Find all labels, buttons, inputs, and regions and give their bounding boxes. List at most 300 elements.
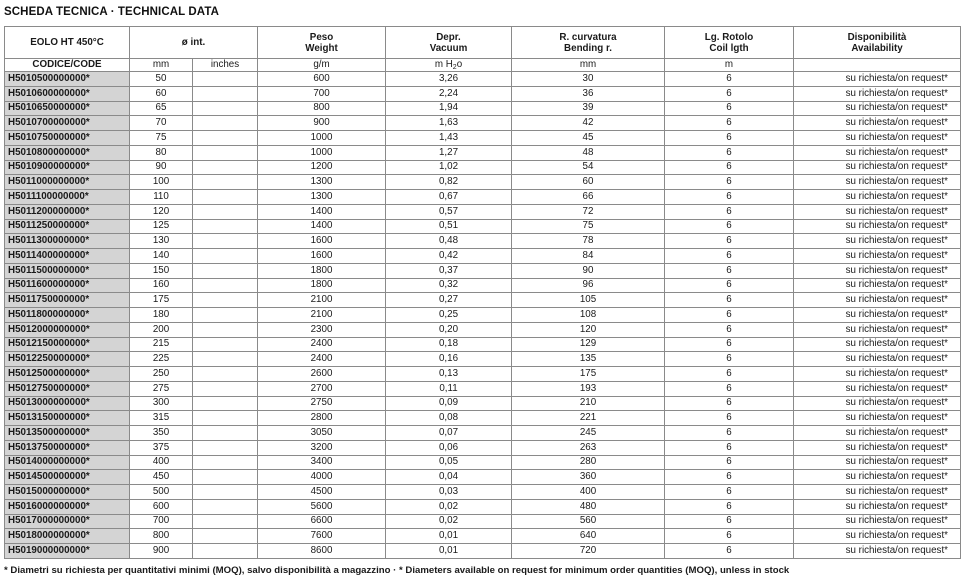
coil-length-cell: 6 [665,145,794,160]
diameter-mm-cell: 80 [130,145,193,160]
vacuum-unit [386,59,512,72]
coil-length-cell: 6 [665,514,794,529]
bending-radius-cell: 78 [512,234,665,249]
coil-length-cell: 6 [665,219,794,234]
availability-cell: su richiesta/on request* [794,190,961,205]
product-code-cell: H5019000000000* [5,544,130,559]
weight-cell: 5600 [258,499,386,514]
vacuum-cell: 0,04 [386,470,512,485]
product-code-cell: H5010750000000* [5,131,130,146]
table-row [5,485,961,500]
vacuum-header-it: Depr. [436,31,461,43]
weight-cell: 6600 [258,514,386,529]
coil-length-cell: 6 [665,131,794,146]
coil-length-cell: 6 [665,367,794,382]
availability-header-it: Disponibilità [847,31,907,43]
product-code-cell: H5010900000000* [5,160,130,175]
bending-radius-cell: 120 [512,322,665,337]
weight-cell: 1800 [258,263,386,278]
diameter-inches-cell [193,116,258,131]
vacuum-cell: 0,18 [386,337,512,352]
table-row [5,396,961,411]
product-code-cell: H5011750000000* [5,293,130,308]
diameter-inches-cell [193,86,258,101]
diameter-inches-cell [193,308,258,323]
diameter-mm-cell: 375 [130,440,193,455]
diameter-mm-cell: 250 [130,367,193,382]
vacuum-header [386,27,512,59]
weight-cell: 1400 [258,204,386,219]
bending-radius-cell: 84 [512,249,665,264]
bending-radius-cell: 193 [512,381,665,396]
diameter-mm-cell: 150 [130,263,193,278]
vacuum-cell: 0,01 [386,529,512,544]
bending-radius-cell: 39 [512,101,665,116]
vacuum-cell: 0,48 [386,234,512,249]
diameter-mm-cell: 50 [130,72,193,87]
diameter-inches-cell [193,101,258,116]
diameter-inches-cell [193,440,258,455]
diameter-header: ø int. [130,27,258,59]
product-code-cell: H5011600000000* [5,278,130,293]
diameter-inches-cell [193,381,258,396]
table-row [5,499,961,514]
weight-cell: 4000 [258,470,386,485]
vacuum-cell: 0,13 [386,367,512,382]
mm-unit: mm [130,59,193,72]
weight-unit: g/m [258,59,386,72]
product-code-cell: H5011250000000* [5,219,130,234]
diameter-inches-cell [193,219,258,234]
weight-cell: 1300 [258,190,386,205]
bending-radius-cell: 72 [512,204,665,219]
coil-length-cell: 6 [665,544,794,559]
coil-length-cell: 6 [665,381,794,396]
diameter-inches-cell [193,190,258,205]
table-row [5,175,961,190]
table-row [5,190,961,205]
table-row [5,337,961,352]
weight-cell: 1000 [258,145,386,160]
table-row [5,131,961,146]
weight-cell: 8600 [258,544,386,559]
availability-cell: su richiesta/on request* [794,263,961,278]
vacuum-cell: 0,27 [386,293,512,308]
coil-header-en: Coil lgth [709,42,749,54]
diameter-inches-cell [193,455,258,470]
diameter-inches-cell [193,145,258,160]
product-code-cell: H5011000000000* [5,175,130,190]
table-row [5,116,961,131]
bending-radius-header [512,27,665,59]
table-row [5,381,961,396]
vacuum-cell: 1,94 [386,101,512,116]
availability-cell: su richiesta/on request* [794,499,961,514]
bending-radius-cell: 221 [512,411,665,426]
table-row [5,249,961,264]
table-row [5,352,961,367]
bending-radius-cell: 360 [512,470,665,485]
availability-header-en: Availability [851,42,903,54]
product-code-cell: H5011800000000* [5,308,130,323]
product-code-cell: H5012000000000* [5,322,130,337]
availability-cell: su richiesta/on request* [794,322,961,337]
bending-radius-cell: 30 [512,72,665,87]
weight-cell: 2700 [258,381,386,396]
bending-radius-cell: 66 [512,190,665,205]
bending-header-en: Bending r. [564,42,612,54]
availability-cell: su richiesta/on request* [794,72,961,87]
weight-cell: 3200 [258,440,386,455]
weight-cell: 700 [258,86,386,101]
diameter-inches-cell [193,367,258,382]
coil-length-cell: 6 [665,485,794,500]
bending-radius-cell: 108 [512,308,665,323]
diameter-mm-cell: 110 [130,190,193,205]
bending-radius-cell: 135 [512,352,665,367]
inches-unit: inches [193,59,258,72]
diameter-mm-cell: 600 [130,499,193,514]
availability-cell: su richiesta/on request* [794,293,961,308]
table-row [5,263,961,278]
coil-length-cell: 6 [665,352,794,367]
diameter-mm-cell: 160 [130,278,193,293]
availability-cell: su richiesta/on request* [794,426,961,441]
coil-length-cell: 6 [665,337,794,352]
diameter-mm-cell: 65 [130,101,193,116]
availability-cell: su richiesta/on request* [794,514,961,529]
coil-length-cell: 6 [665,160,794,175]
vacuum-unit-sub: 2 [452,64,457,72]
coil-length-cell: 6 [665,411,794,426]
diameter-inches-cell [193,352,258,367]
product-code-cell: H5013000000000* [5,396,130,411]
coil-length-cell: 6 [665,499,794,514]
coil-length-cell: 6 [665,72,794,87]
diameter-mm-cell: 315 [130,411,193,426]
coil-length-cell: 6 [665,293,794,308]
table-row [5,160,961,175]
coil-length-cell: 6 [665,204,794,219]
coil-length-cell: 6 [665,396,794,411]
diameter-mm-cell: 350 [130,426,193,441]
diameter-mm-cell: 200 [130,322,193,337]
table-row [5,455,961,470]
diameter-inches-cell [193,249,258,264]
diameter-mm-cell: 400 [130,455,193,470]
availability-cell: su richiesta/on request* [794,175,961,190]
bending-radius-cell: 36 [512,86,665,101]
bending-radius-cell: 129 [512,337,665,352]
vacuum-cell: 0,05 [386,455,512,470]
coil-length-cell: 6 [665,308,794,323]
diameter-mm-cell: 140 [130,249,193,264]
diameter-inches-cell [193,293,258,308]
table-row [5,101,961,116]
diameter-inches-cell [193,470,258,485]
diameter-inches-cell [193,514,258,529]
product-code-cell: H5012150000000* [5,337,130,352]
product-code-cell: H5012500000000* [5,367,130,382]
diameter-mm-cell: 180 [130,308,193,323]
vacuum-cell: 0,02 [386,514,512,529]
weight-cell: 2600 [258,367,386,382]
product-code-cell: H5014000000000* [5,455,130,470]
coil-length-cell: 6 [665,101,794,116]
table-row [5,514,961,529]
table-row [5,440,961,455]
weight-cell: 2800 [258,411,386,426]
availability-cell: su richiesta/on request* [794,234,961,249]
availability-cell: su richiesta/on request* [794,249,961,264]
weight-cell: 1400 [258,219,386,234]
diameter-inches-cell [193,234,258,249]
diameter-mm-cell: 225 [130,352,193,367]
weight-header-en: Weight [305,42,338,54]
diameter-inches-cell [193,499,258,514]
weight-cell: 2300 [258,322,386,337]
diameter-mm-cell: 130 [130,234,193,249]
product-code-cell: H5015000000000* [5,485,130,500]
bending-header-it: R. curvatura [559,31,617,43]
bending-radius-cell: 263 [512,440,665,455]
code-column-header: CODICE/CODE [5,59,130,72]
product-code-cell: H5017000000000* [5,514,130,529]
table-row [5,293,961,308]
weight-cell: 1600 [258,249,386,264]
coil-length-cell: 6 [665,322,794,337]
diameter-mm-cell: 75 [130,131,193,146]
availability-cell: su richiesta/on request* [794,470,961,485]
diameter-inches-cell [193,426,258,441]
coil-length-cell: 6 [665,249,794,264]
weight-cell: 2750 [258,396,386,411]
coil-length-cell: 6 [665,529,794,544]
table-row [5,219,961,234]
product-code-cell: H5010500000000* [5,72,130,87]
availability-cell: su richiesta/on request* [794,440,961,455]
diameter-mm-cell: 800 [130,529,193,544]
vacuum-cell: 0,02 [386,499,512,514]
vacuum-cell: 0,57 [386,204,512,219]
availability-cell: su richiesta/on request* [794,86,961,101]
diameter-mm-cell: 120 [130,204,193,219]
availability-cell: su richiesta/on request* [794,411,961,426]
technical-data-table [4,26,961,559]
table-row [5,145,961,160]
product-code-cell: H5010700000000* [5,116,130,131]
coil-header-it: Lg. Rotolo [704,31,754,43]
availability-cell: su richiesta/on request* [794,308,961,323]
coil-length-cell: 6 [665,116,794,131]
coil-length-cell: 6 [665,86,794,101]
vacuum-header-en: Vacuum [429,42,468,54]
table-row [5,426,961,441]
product-code-cell: H5011100000000* [5,190,130,205]
weight-cell: 600 [258,72,386,87]
weight-header [258,27,386,59]
vacuum-unit-suffix: o [456,59,463,71]
availability-cell: su richiesta/on request* [794,544,961,559]
bending-radius-cell: 42 [512,116,665,131]
product-code-cell: H5010800000000* [5,145,130,160]
product-code-cell: H5011200000000* [5,204,130,219]
vacuum-cell: 0,09 [386,396,512,411]
vacuum-cell: 0,51 [386,219,512,234]
diameter-mm-cell: 175 [130,293,193,308]
product-code-cell: H5011500000000* [5,263,130,278]
coil-length-header [665,27,794,59]
vacuum-cell: 0,06 [386,440,512,455]
coil-length-cell: 6 [665,190,794,205]
weight-cell: 1800 [258,278,386,293]
diameter-mm-cell: 60 [130,86,193,101]
vacuum-cell: 0,20 [386,322,512,337]
units-row [5,59,961,72]
table-row [5,470,961,485]
weight-cell: 2400 [258,352,386,367]
vacuum-cell: 0,82 [386,175,512,190]
availability-cell: su richiesta/on request* [794,396,961,411]
product-code-cell: H5012750000000* [5,381,130,396]
product-code-cell: H5013750000000* [5,440,130,455]
coil-length-cell: 6 [665,455,794,470]
coil-length-cell: 6 [665,175,794,190]
table-row [5,411,961,426]
vacuum-cell: 0,42 [386,249,512,264]
product-code-cell: H5016000000000* [5,499,130,514]
table-row [5,308,961,323]
bending-radius-cell: 54 [512,160,665,175]
diameter-mm-cell: 100 [130,175,193,190]
coil-unit: m [665,59,794,72]
availability-cell: su richiesta/on request* [794,352,961,367]
weight-cell: 2400 [258,337,386,352]
diameter-mm-cell: 215 [130,337,193,352]
product-code-cell: H5014500000000* [5,470,130,485]
product-code-cell: H5012250000000* [5,352,130,367]
table-row [5,529,961,544]
coil-length-cell: 6 [665,263,794,278]
vacuum-cell: 0,03 [386,485,512,500]
diameter-mm-cell: 90 [130,160,193,175]
vacuum-unit-prefix: m H [434,59,453,71]
bending-radius-cell: 480 [512,499,665,514]
vacuum-cell: 1,63 [386,116,512,131]
vacuum-cell: 1,43 [386,131,512,146]
product-code-cell: H5010600000000* [5,86,130,101]
weight-cell: 900 [258,116,386,131]
diameter-mm-cell: 300 [130,396,193,411]
diameter-inches-cell [193,72,258,87]
coil-length-cell: 6 [665,440,794,455]
diameter-mm-cell: 450 [130,470,193,485]
availability-cell: su richiesta/on request* [794,160,961,175]
vacuum-cell: 3,26 [386,72,512,87]
diameter-inches-cell [193,175,258,190]
vacuum-cell: 0,07 [386,426,512,441]
availability-cell: su richiesta/on request* [794,278,961,293]
weight-cell: 3400 [258,455,386,470]
table-row [5,204,961,219]
diameter-mm-cell: 275 [130,381,193,396]
table-row [5,278,961,293]
vacuum-cell: 0,08 [386,411,512,426]
diameter-mm-cell: 900 [130,544,193,559]
bending-radius-cell: 105 [512,293,665,308]
weight-cell: 2100 [258,293,386,308]
diameter-mm-cell: 125 [130,219,193,234]
availability-header [794,27,961,59]
diameter-inches-cell [193,278,258,293]
bending-radius-cell: 60 [512,175,665,190]
diameter-inches-cell [193,544,258,559]
availability-cell: su richiesta/on request* [794,381,961,396]
product-code-cell: H5013150000000* [5,411,130,426]
weight-cell: 1200 [258,160,386,175]
bending-unit: mm [512,59,665,72]
diameter-inches-cell [193,322,258,337]
bending-radius-cell: 245 [512,426,665,441]
vacuum-cell: 2,24 [386,86,512,101]
availability-cell: su richiesta/on request* [794,131,961,146]
product-code-cell: H5018000000000* [5,529,130,544]
table-row [5,322,961,337]
diameter-mm-cell: 70 [130,116,193,131]
bending-radius-cell: 75 [512,219,665,234]
table-row [5,86,961,101]
product-code-cell: H5013500000000* [5,426,130,441]
coil-length-cell: 6 [665,426,794,441]
bending-radius-cell: 175 [512,367,665,382]
diameter-inches-cell [193,337,258,352]
coil-length-cell: 6 [665,470,794,485]
weight-cell: 4500 [258,485,386,500]
diameter-mm-cell: 700 [130,514,193,529]
availability-cell: su richiesta/on request* [794,485,961,500]
diameter-inches-cell [193,529,258,544]
diameter-inches-cell [193,485,258,500]
bending-radius-cell: 96 [512,278,665,293]
bending-radius-cell: 45 [512,131,665,146]
table-body [5,72,961,559]
vacuum-cell: 0,67 [386,190,512,205]
table-row [5,234,961,249]
bending-radius-cell: 560 [512,514,665,529]
vacuum-cell: 1,27 [386,145,512,160]
header-row [5,27,961,59]
bending-radius-cell: 48 [512,145,665,160]
weight-header-it: Peso [309,31,334,43]
weight-cell: 3050 [258,426,386,441]
diameter-mm-cell: 500 [130,485,193,500]
vacuum-cell: 0,25 [386,308,512,323]
weight-cell: 2100 [258,308,386,323]
weight-cell: 1600 [258,234,386,249]
availability-cell: su richiesta/on request* [794,219,961,234]
sheet-title: SCHEDA TECNICA · TECHNICAL DATA [4,6,219,18]
weight-cell: 1000 [258,131,386,146]
table-row [5,72,961,87]
footnote: * Diametri su richiesta per quantitativi minimi (MOQ), salvo disponibilità a magazzino · * Diameters available on request for minimum order quantities (MOQ), unless in stock [4,565,790,576]
diameter-inches-cell [193,263,258,278]
bending-radius-cell: 640 [512,529,665,544]
bending-radius-cell: 400 [512,485,665,500]
diameter-inches-cell [193,204,258,219]
bending-radius-cell: 90 [512,263,665,278]
vacuum-cell: 0,11 [386,381,512,396]
bending-radius-cell: 720 [512,544,665,559]
